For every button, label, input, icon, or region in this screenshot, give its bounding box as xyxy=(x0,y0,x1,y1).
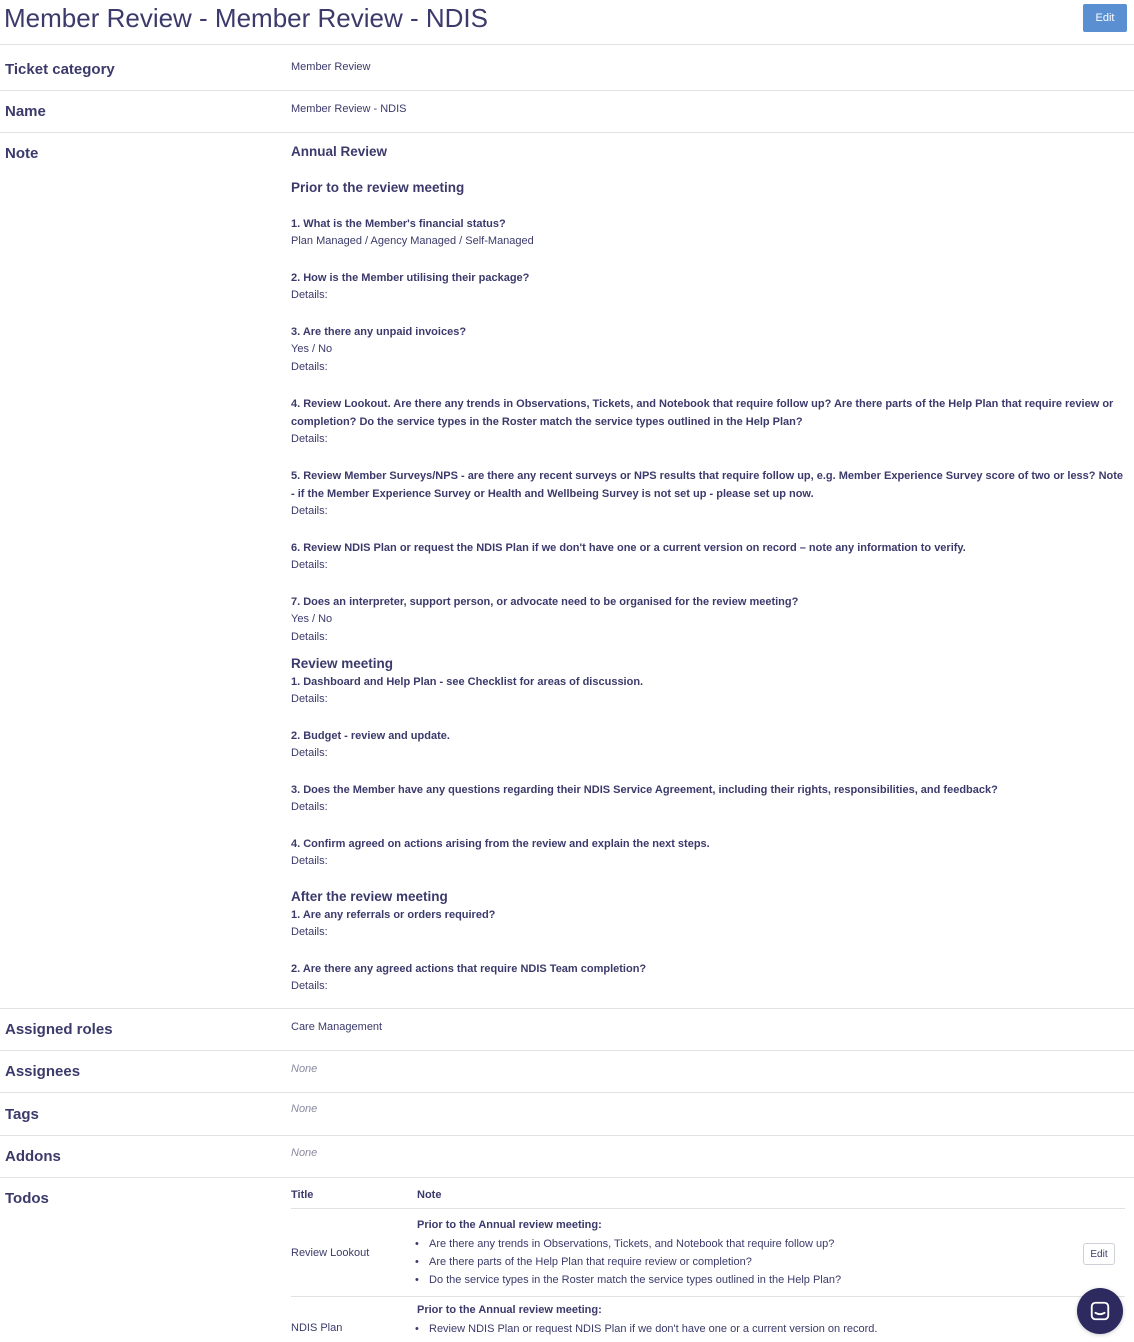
note-m2: 2. Budget - review and update. xyxy=(291,730,450,742)
todo-title: NDIS Plan xyxy=(291,1322,343,1334)
note-m4: 4. Confirm agreed on actions arising from the review and explain the next steps. xyxy=(291,838,710,850)
chat-icon xyxy=(1089,1300,1111,1322)
note-m1: 1. Dashboard and Help Plan - see Checklist for areas of discussion. xyxy=(291,676,644,688)
ticket-category-row xyxy=(0,45,1134,91)
assigned-roles-label: Assigned roles xyxy=(5,1021,113,1038)
note-q5-details: Details: xyxy=(291,505,328,517)
note-q2: 2. How is the Member utilising their package? xyxy=(291,272,530,284)
note-q2-details: Details: xyxy=(291,289,328,301)
note-a2: 2. Are there any agreed actions that require NDIS Team completion? xyxy=(291,963,647,975)
todo-note-bullet: • Are there parts of the Help Plan that require review or completion? xyxy=(429,1256,752,1268)
assignees-value: None xyxy=(291,1063,318,1075)
ticket-category-value: Member Review xyxy=(291,61,371,73)
note-q5: 5. Review Member Surveys/NPS - are there any recent surveys or NPS results that require follow up, e.g. Member Experience Survey score of two or less? Note - if the Member Experience Survey or Health and Wellbeing Survey is not set up - please set up now. xyxy=(291,470,1124,500)
ticket-category-label: Ticket category xyxy=(5,61,115,78)
todos-col-note: Note xyxy=(417,1189,442,1201)
edit-button[interactable]: Edit xyxy=(1083,4,1127,32)
todo-note-bullet: • Are there any trends in Observations, Tickets, and Notebook that require follow up? xyxy=(429,1238,834,1250)
note-m3: 3. Does the Member have any questions regarding their NDIS Service Agreement, including their rights, responsibilities, and feedback? xyxy=(291,784,998,796)
note-m4-details: Details: xyxy=(291,855,328,867)
todos-header-divider xyxy=(291,1208,1125,1209)
addons-label: Addons xyxy=(5,1148,61,1165)
note-m1-details: Details: xyxy=(291,693,328,705)
note-q1-options: Plan Managed / Agency Managed / Self-Managed xyxy=(291,235,534,247)
assignees-row xyxy=(0,1051,1134,1093)
note-q7-details: Details: xyxy=(291,631,328,643)
tags-label: Tags xyxy=(5,1106,39,1123)
note-q3-details: Details: xyxy=(291,361,328,373)
note-q4: 4. Review Lookout. Are there any trends in Observations, Tickets, and Notebook that require follow up? Are there parts of the Help Plan that require review or completion? Do the service types in the Roster match the service types outlined in the Help Plan? xyxy=(291,398,1114,428)
note-m2-details: Details: xyxy=(291,747,328,759)
assigned-roles-value: Care Management xyxy=(291,1021,383,1033)
note-q4-details: Details: xyxy=(291,433,328,445)
addons-value: None xyxy=(291,1147,318,1159)
chat-button[interactable] xyxy=(1077,1288,1123,1334)
todos-col-title: Title xyxy=(291,1189,314,1201)
note-q3: 3. Are there any unpaid invoices? xyxy=(291,326,467,338)
note-annual-review-heading: Annual Review xyxy=(291,144,388,159)
note-m3-details: Details: xyxy=(291,801,328,813)
todo-note-bullet: • Review NDIS Plan or request NDIS Plan if we don't have one or a current version on record. xyxy=(429,1323,877,1335)
note-q1: 1. What is the Member's financial status? xyxy=(291,218,506,230)
note-after-heading: After the review meeting xyxy=(291,889,448,904)
tags-row xyxy=(0,1093,1134,1136)
note-meeting-heading: Review meeting xyxy=(291,656,394,671)
name-row xyxy=(0,91,1134,133)
tags-value: None xyxy=(291,1103,318,1115)
todo-note-bullet: • Do the service types in the Roster match the service types outlined in the Help Plan? xyxy=(429,1274,841,1286)
note-row xyxy=(0,133,1134,1009)
todo-note-intro: Prior to the Annual review meeting: xyxy=(417,1219,602,1231)
note-q6: 6. Review NDIS Plan or request the NDIS Plan if we don't have one or a current version on record – note any information to verify. xyxy=(291,542,966,554)
note-a1: 1. Are any referrals or orders required? xyxy=(291,909,496,921)
note-a2-details: Details: xyxy=(291,980,328,992)
page-title: Member Review - Member Review - NDIS xyxy=(4,3,488,33)
page-header xyxy=(0,0,1134,45)
name-label: Name xyxy=(5,103,46,120)
note-q3-yes-no: Yes / No xyxy=(291,343,333,355)
note-label: Note xyxy=(5,145,39,162)
assignees-label: Assignees xyxy=(5,1063,81,1080)
todo-note-intro: Prior to the Annual review meeting: xyxy=(417,1304,602,1316)
addons-row xyxy=(0,1136,1134,1178)
note-q7-yes-no: Yes / No xyxy=(291,613,333,625)
note-prior-heading: Prior to the review meeting xyxy=(291,180,465,195)
todos-row-divider xyxy=(291,1296,1125,1297)
note-q7: 7. Does an interpreter, support person, or advocate need to be organised for the review meeting? xyxy=(291,596,799,608)
name-value: Member Review - NDIS xyxy=(291,103,407,115)
todo-title: Review Lookout xyxy=(291,1247,370,1259)
assigned-roles-row xyxy=(0,1009,1134,1051)
todos-label: Todos xyxy=(5,1190,49,1207)
todo-edit-button[interactable]: Edit xyxy=(1083,1243,1115,1265)
note-a1-details: Details: xyxy=(291,926,328,938)
note-q6-details: Details: xyxy=(291,559,328,571)
